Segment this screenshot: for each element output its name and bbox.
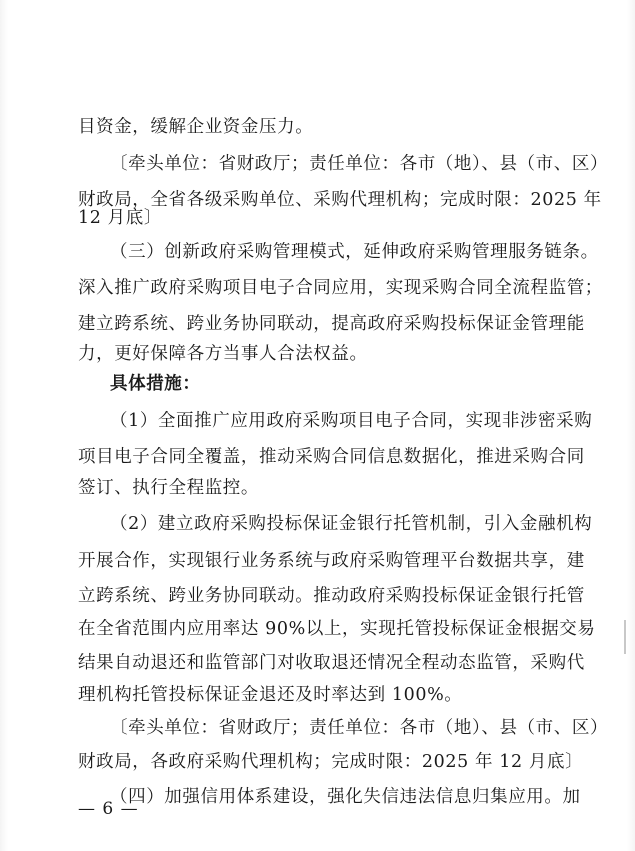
text-line: 〔牵头单位：省财政厅；责任单位：各市（地）、县（市、区） <box>110 718 609 738</box>
scan-edge-mark <box>624 620 626 654</box>
text-line: 12 月底〕 <box>78 208 162 228</box>
text-line: 〔牵头单位：省财政厅；责任单位：各市（地）、县（市、区） <box>110 154 609 174</box>
text-line: 目资金，缓解企业资金压力。 <box>78 117 314 137</box>
text-line: （2）建立政府采购投标保证金银行托管机制，引入金融机构 <box>110 514 593 534</box>
text-line: 财政局，各政府采购代理机构；完成时限：2025 年 12 月底〕 <box>78 752 584 772</box>
text-line: 理机构托管投标保证金退还及时率达到 100%。 <box>78 685 463 705</box>
text-line: （1）全面推广应用政府采购项目电子合同，实现非涉密采购 <box>110 411 593 431</box>
text-line: 财政局，全省各级采购单位、采购代理机构；完成时限：2025 年 <box>78 190 602 210</box>
section-heading: （三）创新政府采购管理模式，延伸政府采购管理服务链条。 <box>110 242 599 262</box>
text-line: 深入推广政府采购项目电子合同应用，实现采购合同全流程监管； <box>78 278 603 298</box>
section-heading: （四）加强信用体系建设，强化失信违法信息归集应用。加 <box>110 787 581 807</box>
text-line: 结果自动退还和监管部门对收取退还情况全程动态监管，采购代 <box>78 653 585 673</box>
page-number: — 6 — <box>78 799 139 819</box>
text-line: 建立跨系统、跨业务协同联动，提高政府采购投标保证金管理能 <box>78 314 585 334</box>
text-line: 在全省范围内应用率达 90%以上，实现托管投标保证金根据交易 <box>78 619 596 639</box>
text-line: 项目电子合同全覆盖，推动采购合同信息数据化，推进采购合同 <box>78 447 585 467</box>
text-line: 立跨系统、跨业务协同联动。推动政府采购投标保证金银行托管 <box>78 586 585 606</box>
text-line: 力，更好保障各方当事人合法权益。 <box>78 344 368 364</box>
measures-heading: 具体措施： <box>110 374 201 394</box>
text-line: 开展合作，实现银行业务系统与政府采购管理平台数据共享，建 <box>78 551 585 571</box>
text-line: 签订、执行全程监控。 <box>78 478 259 498</box>
